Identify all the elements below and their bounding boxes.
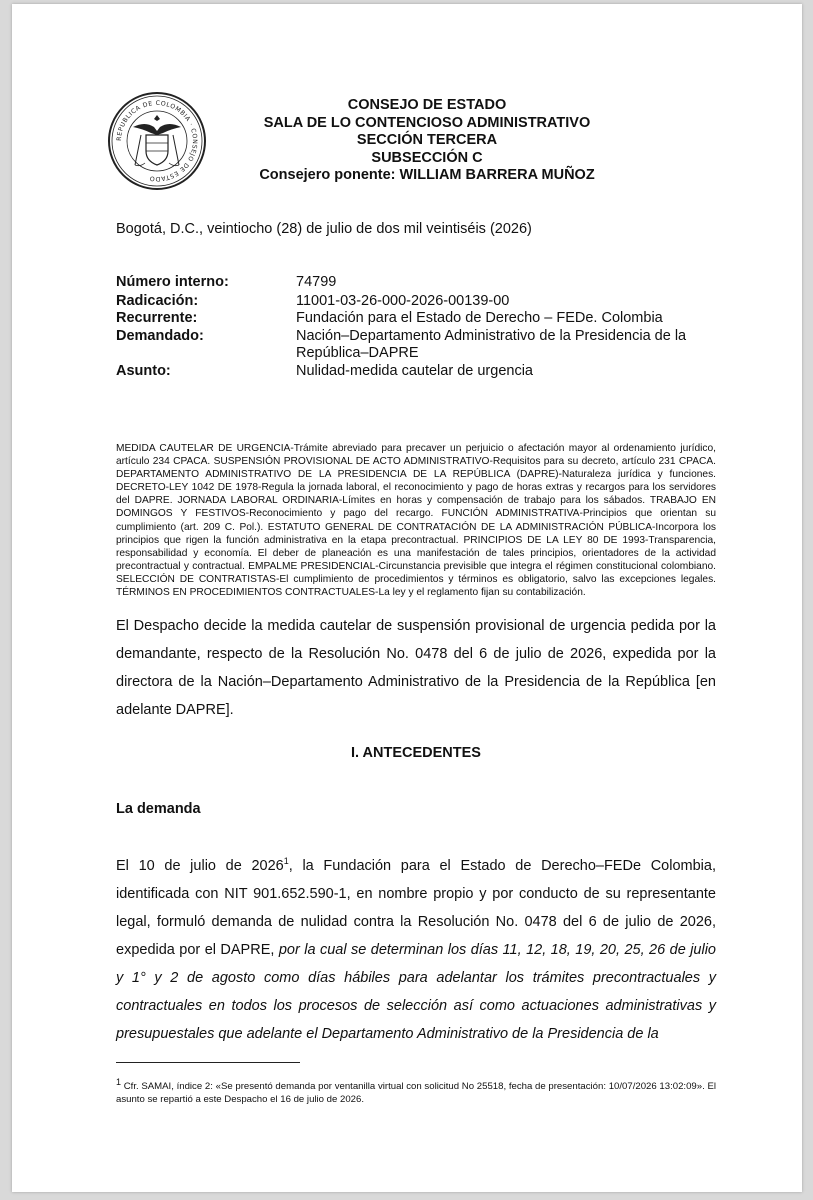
demanda-paragraph bbox=[116, 852, 716, 1048]
footnote bbox=[116, 1076, 716, 1106]
descriptor-summary: MEDIDA CAUTELAR DE URGENCIA-Trámite abreviado para precaver un perjuicio o afectación mayor al ordenamiento jurídico, artículo 234 CPACA. SUSPENSIÓN PROVISIONAL DE ACTO ADMINISTRATIVO-Requisitos para su decreto, artículo 231 CPACA. DEPARTAMENTO ADMINISTRATIVO DE LA PRESIDENCIA DE LA REPÚBLICA (DAPRE)-Naturaleza jurídica y funciones. DECRETO-LEY 1042 DE 1978-Regula la jornada laboral, el reconocimiento y pago de horas extras y recargos para los servidores del DAPRE. JORNADA LABORAL ORDINARIA-Límites en horas y compensación de trabajo para los sábados. TRABAJO EN DOMINGOS Y FESTIVOS-Reconocimiento y pago del recargo. FUNCIÓN ADMINISTRATIVA-Principios que orientan su cumplimiento (art. 209 C. Pol.). ESTATUTO GENERAL DE CONTRATACIÓN DE LA ADMINISTRACIÓN PÚBLICA-Incorpora los principios que rigen la función administrativa en la etapa precontractual. PRINCIPIOS DE LA LEY 80 DE 1993-Transparencia, responsabilidad y economía. El deber de planeación es una manifestación de tales principios, orientadores de la actividad precontractual y contractual. EMPALME PRESIDENCIAL-Circunstancia previsible que integra el régimen constitucional colombiano. SELECCIÓN DE CONTRATISTAS-El cumplimiento de procedimientos y términos es obligatorio, salvo las excepciones legales. TÉRMINOS EN PROCEDIMIENTOS CONTRACTUALES-La ley y el reglamento fijan su contabilización. bbox=[116, 443, 716, 599]
intro-paragraph: El Despacho decide la medida cautelar de suspensión provisional de urgencia pedida por la demandante, respecto de la Resolución No. 0478 del 6 de julio de 2026, expedida por la directora de la Nación–Departamento Administrativo de la Presidencia de la República [en adelante DAPRE]. bbox=[116, 618, 716, 718]
asunto-label: Asunto: bbox=[116, 363, 171, 379]
demanda-text-middle: , la Fundación para el Estado de Derecho–FEDe Colombia, identificada con NIT 901.652.590-1, en nombre propio y por conducto de su representante legal, formuló demanda de nulidad contra la Resolución No. 0478 del 6 de julio de 2026, expedida por el DAPRE, bbox=[116, 858, 716, 958]
footnote-text: Cfr. SAMAI, índice 2: «Se presentó demanda por ventanilla virtual con solicitud No 25518, fecha de presentación: 10/07/2026 13:02:09». El asunto se repartió a este Despacho el 16 de julio de 2026. bbox=[116, 1081, 716, 1105]
header-line-1: CONSEJO DE ESTADO bbox=[347, 97, 507, 113]
header-line-3: SECCIÓN TERCERA bbox=[356, 132, 498, 148]
demandado-label: Demandado: bbox=[116, 328, 204, 344]
court-header bbox=[202, 97, 652, 185]
section-heading: I. ANTECEDENTES bbox=[351, 745, 481, 761]
footnote-reference[interactable]: 1 bbox=[283, 856, 289, 867]
consejo-de-estado-seal-icon bbox=[107, 91, 207, 191]
radicacion-value: 11001-03-26-000-2026-00139-00 bbox=[296, 293, 510, 309]
svg-text:REPUBLICA DE COLOMBIA · CONSEJ: REPUBLICA DE COLOMBIA · CONSEJO DE ESTADO bbox=[115, 99, 199, 183]
demanda-text-start: El 10 de julio de 2026 bbox=[116, 858, 284, 874]
recurrente-label: Recurrente: bbox=[116, 310, 198, 326]
ponente-line bbox=[202, 167, 652, 185]
numero-interno-label: Número interno: bbox=[116, 274, 229, 290]
footnote-separator bbox=[116, 1062, 300, 1063]
ponente-label: Consejero ponente: bbox=[259, 167, 396, 183]
date-line: Bogotá, D.C., veintiocho (28) de julio de dos mil veintiséis (2026) bbox=[116, 221, 532, 237]
ponente-name: WILLIAM BARRERA MUÑOZ bbox=[399, 167, 595, 183]
document-page bbox=[12, 4, 802, 1192]
resolution-title-italic: por la cual se determinan los días 11, 12, 18, 19, 20, 25, 26 de julio y 1° y 2 de agosto como días hábiles para adelantar los trámites precontractuales y contractuales en todos los procesos de selección así como actuaciones administrativas y presupuestales que adelante el Departamento Administrativo de la Presidencia de la bbox=[116, 942, 716, 1042]
header-line-2: SALA DE LO CONTENCIOSO ADMINISTRATIVO bbox=[263, 114, 591, 131]
demandado-value-line-1: Nación–Departamento Administrativo de la Presidencia de la bbox=[296, 328, 687, 344]
recurrente-value: Fundación para el Estado de Derecho – FEDe. Colombia bbox=[296, 310, 663, 326]
radicacion-label: Radicación: bbox=[116, 293, 199, 309]
asunto-value: Nulidad-medida cautelar de urgencia bbox=[296, 363, 533, 379]
numero-interno-value: 74799 bbox=[296, 274, 337, 290]
demandado-value-line-2: República–DAPRE bbox=[296, 345, 419, 361]
footnote-number: 1 bbox=[116, 1076, 122, 1087]
header-line-4: SUBSECCIÓN C bbox=[371, 149, 483, 166]
subheading-la-demanda: La demanda bbox=[116, 801, 201, 817]
